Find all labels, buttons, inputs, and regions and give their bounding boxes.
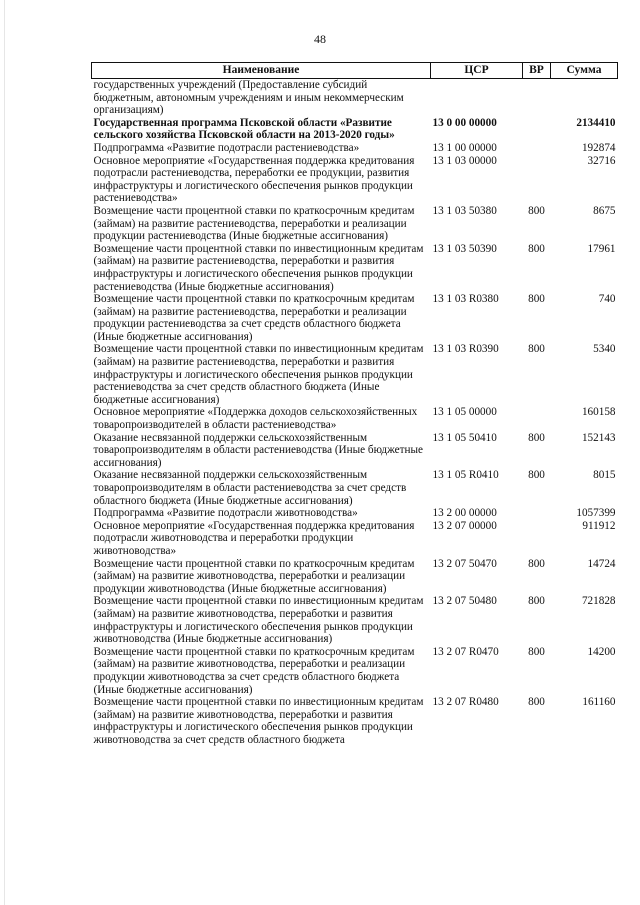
row-csr: 13 1 00 00000: [432, 141, 497, 154]
row-vr: 800: [528, 469, 545, 482]
header-sum: Сумма: [551, 63, 618, 79]
table-row: [92, 243, 618, 293]
budget-table: [91, 62, 618, 746]
row-vr: [523, 155, 551, 205]
row-sum: 721828: [581, 595, 616, 608]
table-row: [92, 293, 618, 343]
row-sum: 14200: [587, 645, 616, 658]
row-csr: 13 1 03 R0390: [432, 343, 499, 356]
row-sum: 5340: [593, 343, 616, 356]
row-csr: 13 1 03 50380: [432, 204, 497, 217]
row-vr: 800: [528, 242, 545, 255]
scan-margin-line: [4, 0, 5, 905]
row-name: государственных учреждений (Предоставление субсидий бюджетным, автономным учреждениям и иным некоммерческим организациям): [93, 79, 404, 117]
row-name: Возмещение части процентной ставки по краткосрочным кредитам (займам) на развитие растениеводства, переработки и реализации продукции растениеводства за счет средств областного бюджета (Иные бюджетные ассигнования): [93, 293, 415, 343]
page-number: 48: [314, 32, 326, 46]
table-body: [92, 79, 618, 747]
row-name: Подпрограмма «Развитие подотрасли животноводства»: [93, 507, 358, 520]
row-vr: [523, 142, 551, 155]
row-vr: 800: [528, 645, 545, 658]
table-row: [92, 595, 618, 645]
row-csr: 13 2 07 00000: [432, 519, 497, 532]
row-vr: [523, 79, 551, 117]
row-sum: 192874: [581, 141, 616, 154]
row-name: Возмещение части процентной ставки по инвестиционным кредитам (займам) на развитие растениеводства, переработки и развития инфраструктуры и логистического обеспечения рынков продукции растениеводства (Иные бюджетные ассигнования): [93, 242, 424, 293]
table-row: [92, 406, 618, 431]
row-name: Государственная программа Псковской области «Развитие сельского хозяйства Псковской области на 2013-2020 годы»: [93, 116, 395, 142]
row-sum: 740: [598, 293, 616, 306]
table-row: [92, 696, 618, 746]
row-csr: 13 2 00 00000: [432, 507, 497, 520]
table-row: [92, 507, 618, 520]
row-csr: 13 2 07 50470: [432, 557, 497, 570]
row-vr: 800: [528, 293, 545, 306]
header-csr: ЦСР: [431, 63, 523, 79]
row-name: Оказание несвязанной поддержки сельскохозяйственным товаропроизводителям в области растениеводства за счет средств областного бюджета (Иные бюджетные ассигнования): [93, 469, 407, 507]
row-name: Основное мероприятие «Государственная поддержка кредитования подотрасли растениеводства, переработки ее продукции, развития инфраструктуры и логистического обеспечения рынков продукции растениеводства»: [93, 154, 415, 205]
table-row: [92, 142, 618, 155]
row-vr: 800: [528, 343, 545, 356]
table-row: [92, 558, 618, 596]
row-csr: 13 2 07 50480: [432, 595, 497, 608]
row-sum: [551, 79, 618, 117]
table-row: [92, 117, 618, 142]
header-name: Наименование: [92, 63, 431, 79]
row-name: Основное мероприятие «Государственная поддержка кредитования подотрасли животноводства и переработки продукции животноводства»: [93, 519, 415, 557]
header-vr: ВР: [523, 63, 551, 79]
row-vr: 800: [528, 204, 545, 217]
table-row: [92, 646, 618, 696]
row-name: Возмещение части процентной ставки по инвестиционным кредитам (займам) на развитие животноводства, переработки и развития инфраструктуры и логистического обеспечения рынков продукции животноводства (Иные бюджетные ассигнования): [93, 595, 424, 646]
row-sum: 8675: [593, 204, 616, 217]
row-csr: 13 1 03 50390: [432, 242, 497, 255]
table-row: [92, 520, 618, 558]
table-row: [92, 155, 618, 205]
row-name: Возмещение части процентной ставки по краткосрочным кредитам (займам) на развитие животноводства, переработки и реализации продукции животноводства (Иные бюджетные ассигнования): [93, 557, 415, 595]
table-row: [92, 469, 618, 507]
row-sum: 8015: [593, 469, 616, 482]
row-csr: 13 1 05 50410: [432, 431, 497, 444]
row-csr: 13 1 03 R0380: [432, 293, 499, 306]
row-sum: 14724: [587, 557, 616, 570]
row-name: Основное мероприятие «Поддержка доходов сельскохозяйственных товаропроизводителей в области растениеводства»: [93, 406, 418, 432]
row-csr: 13 1 05 00000: [432, 406, 497, 419]
table-header-row: [92, 63, 618, 79]
row-name: Возмещение части процентной ставки по краткосрочным кредитам (займам) на развитие животноводства, переработки и реализации продукции животноводства за счет средств областного бюджета (Иные бюджетные ассигнования): [93, 645, 415, 696]
row-vr: [523, 117, 551, 142]
row-name: Возмещение части процентной ставки по краткосрочным кредитам (займам) на развитие растениеводства, переработки и реализации продукции растениеводства (Иные бюджетные ассигнования): [93, 204, 415, 243]
table-row: [92, 432, 618, 470]
row-sum: 17961: [587, 242, 616, 255]
row-vr: 800: [528, 595, 545, 608]
row-name: Возмещение части процентной ставки по инвестиционным кредитам (займам) на развитие растениеводства, переработки и развития инфраструктуры и логистического обеспечения рынков продукции растениеводства за счет средств областного бюджета (Иные бюджетные ассигнования): [93, 343, 424, 406]
table-row: [92, 205, 618, 243]
row-csr: 13 2 07 R0470: [432, 645, 499, 658]
table-row: [92, 79, 618, 117]
row-name: Возмещение части процентной ставки по инвестиционным кредитам (займам) на развитие животноводства, переработки и развития инфраструктуры и логистического обеспечения рынков продукции животноводства за счет средств областного бюджета: [93, 696, 424, 746]
row-csr: 13 1 05 R0410: [432, 469, 499, 482]
row-name: Подпрограмма «Развитие подотрасли растениеводства»: [93, 141, 360, 154]
row-csr: [431, 79, 523, 117]
row-sum: 152143: [581, 431, 616, 444]
row-vr: 800: [528, 431, 545, 444]
row-vr: [523, 406, 551, 431]
row-vr: 800: [528, 696, 545, 709]
row-sum: 2134410: [576, 116, 616, 129]
row-sum: 911912: [582, 519, 616, 532]
row-csr: 13 0 00 00000: [432, 116, 497, 129]
row-vr: [523, 507, 551, 520]
row-vr: 800: [528, 557, 545, 570]
row-sum: 32716: [587, 154, 616, 167]
row-sum: 1057399: [576, 507, 616, 520]
row-sum: 161160: [582, 696, 616, 709]
table-row: [92, 343, 618, 406]
row-sum: 160158: [581, 406, 616, 419]
row-csr: 13 2 07 R0480: [432, 696, 499, 709]
row-csr: 13 1 03 00000: [432, 154, 497, 167]
row-vr: [523, 520, 551, 558]
row-name: Оказание несвязанной поддержки сельскохозяйственным товаропроизводителям в области растениеводства (Иные бюджетные ассигнования): [93, 431, 423, 469]
